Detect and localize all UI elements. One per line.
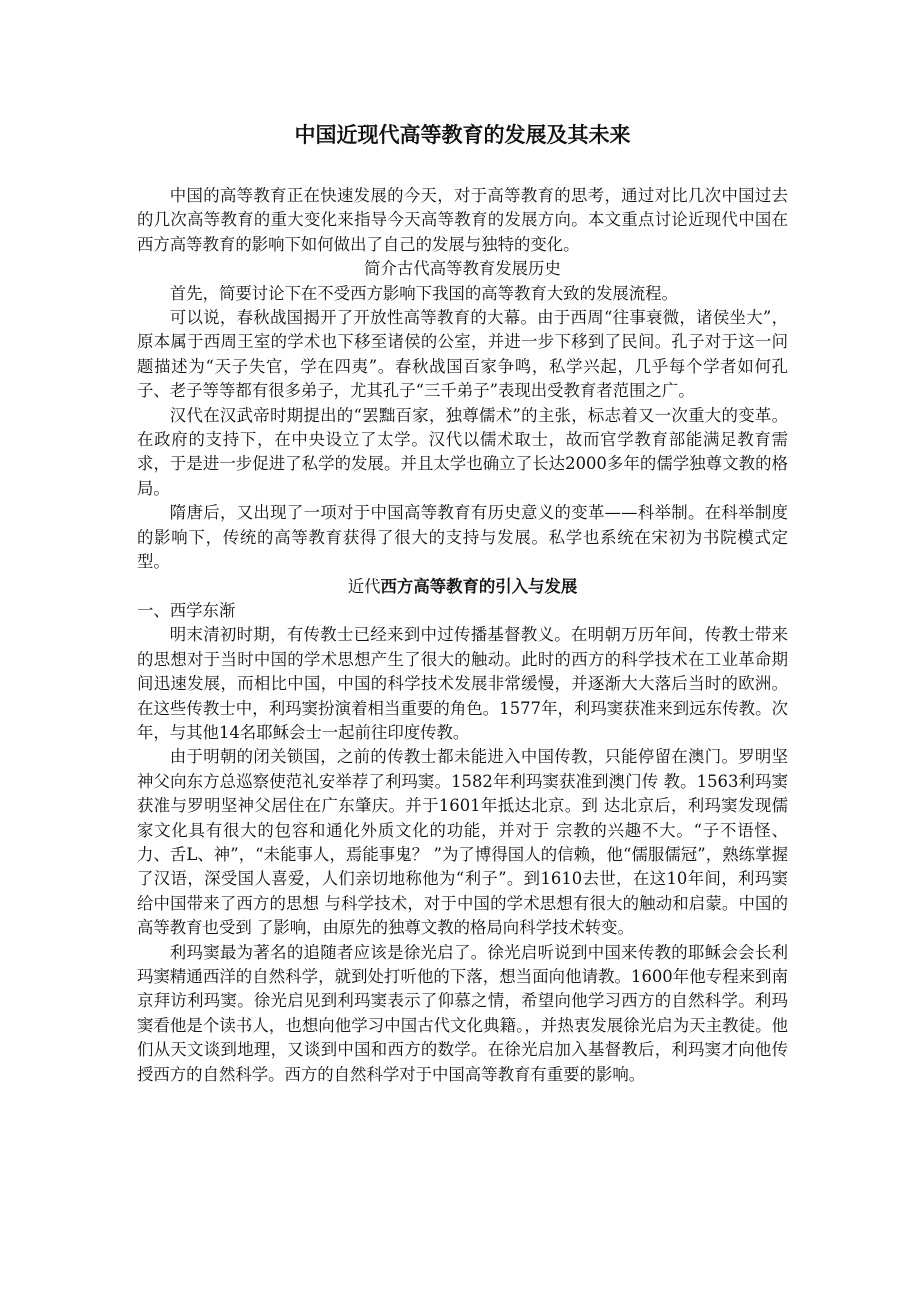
section-heading-modern-western-education bbox=[137, 575, 788, 599]
document-body bbox=[137, 118, 788, 1087]
paragraph: 首先，简要讨论下在不受西方影响下我国的高等教育大致的发展流程。 bbox=[169, 283, 678, 303]
paragraph: 利玛窦最为著名的追随者应该是徐光启了。徐光启听说到中国来传教的耶稣会会长利玛窦精通西洋的自然科学，就到处打听他的下落，想当面向他请教。1600年他专程来到南京拜访利玛窦。徐光启见到利玛窦表示了仰慕之情，希望向他学习西方的自然科学。利玛窦看他是个读书人，也想向他学习中国古代文化典籍。，并热衷发展徐光启为天主教徒。他们从天文谈到地理，又谈到中国和西方的数学。在徐光启加入基督教后，利玛窦才向他传授西方的自然科学。西方的自然科学对于中国高等教育有重要的影响。 bbox=[137, 942, 788, 1084]
subsection-heading-western-learning: 一、西学东渐 bbox=[137, 600, 236, 620]
paragraph: 由于明朝的闭关锁国，之前的传教士都未能进入中国传教，只能停留在澳门。罗明坚神父向东方总巡察使范礼安举荐了利玛窦。1582年利玛窦获准到澳门传 教。1563利玛窦获准与罗明坚神父居住在广东肇庆。并于1601年抵达北京。到 达北京后，利玛窦发现儒家文化具有很大的包容和通化外质文化的功能，并对于 宗教的兴趣不大。“子不语怪、力、舌L、神”，“未能事人，焉能事鬼？ ”为了博得国人的信赖，他“儒服儒冠”，熟练掌握了汉语，深受国人喜爱，人们亲切地称他为“利子”。到1610去世，在这10年间，利玛窦给中国带来了西方的思想 与科学技术，对于中国的学术思想有很大的触动和启蒙。中国的高等教育也受到 了影响，由原先的独尊文教的格局向科学技术转变。 bbox=[137, 747, 788, 938]
section-heading-prefix: 近代 bbox=[347, 576, 381, 596]
paragraph: 隋唐后，又出现了一项对于中国高等教育有历史意义的变革——科举制。在科举制度的影响下，传统的高等教育获得了很大的支持与发展。私学也系统在宋初为书院模式定型。 bbox=[137, 503, 788, 572]
paragraph: 可以说，春秋战国揭开了开放性高等教育的大幕。由于西周“往事衰微，诸侯坐大”，原本属于西周王室的学术也下移至诸侯的公室，并进一步下移到了民间。孔子对于这一问题描述为“天子失官，学在四夷”。春秋战国百家争鸣，私学兴起，几乎每个学者如何孔子、老子等等都有很多弟子，尤其孔子“三千弟子”表现出受教育者范围之广。 bbox=[137, 308, 788, 401]
paragraph: 汉代在汉武帝时期提出的“罢黜百家，独尊儒术”的主张，标志着又一次重大的变革。在政府的支持下，在中央设立了太学。汉代以儒术取士，故而官学教育部能满足教育需求，于是进一步促进了私学的发展。并且太学也确立了长达2000多年的儒学独尊文教的格局。 bbox=[137, 405, 788, 498]
section-heading-ancient-history: 简介古代高等教育发展历史 bbox=[364, 259, 561, 279]
section-heading-bold-text: 西方高等教育的引入与发展 bbox=[380, 576, 578, 596]
paragraph: 明末清初时期，有传教士已经来到中过传播基督教义。在明朝万历年间，传教士带来的思想对于当时中国的学术思想产生了很大的触动。此时的西方的科学技术在工业革命期间迅速发展，而相比中国，中国的科学技术发展非常缓慢，并逐渐大大落后当时的欧洲。在这些传教士中，利玛窦扮演着相当重要的角色。1577年，利玛窦获准来到远东传教。次年，与其他14名耶稣会士一起前往印度传教。 bbox=[137, 625, 788, 742]
intro-paragraph: 中国的高等教育正在快速发展的今天，对于高等教育的思考，通过对比几次中国过去的几次高等教育的重大变化来指导今天高等教育的发展方向。本文重点讨论近现代中国在西方高等教育的影响下如何做出了自己的发展与独特的变化。 bbox=[137, 186, 788, 254]
document-title: 中国近现代高等教育的发展及其未来 bbox=[294, 123, 631, 147]
